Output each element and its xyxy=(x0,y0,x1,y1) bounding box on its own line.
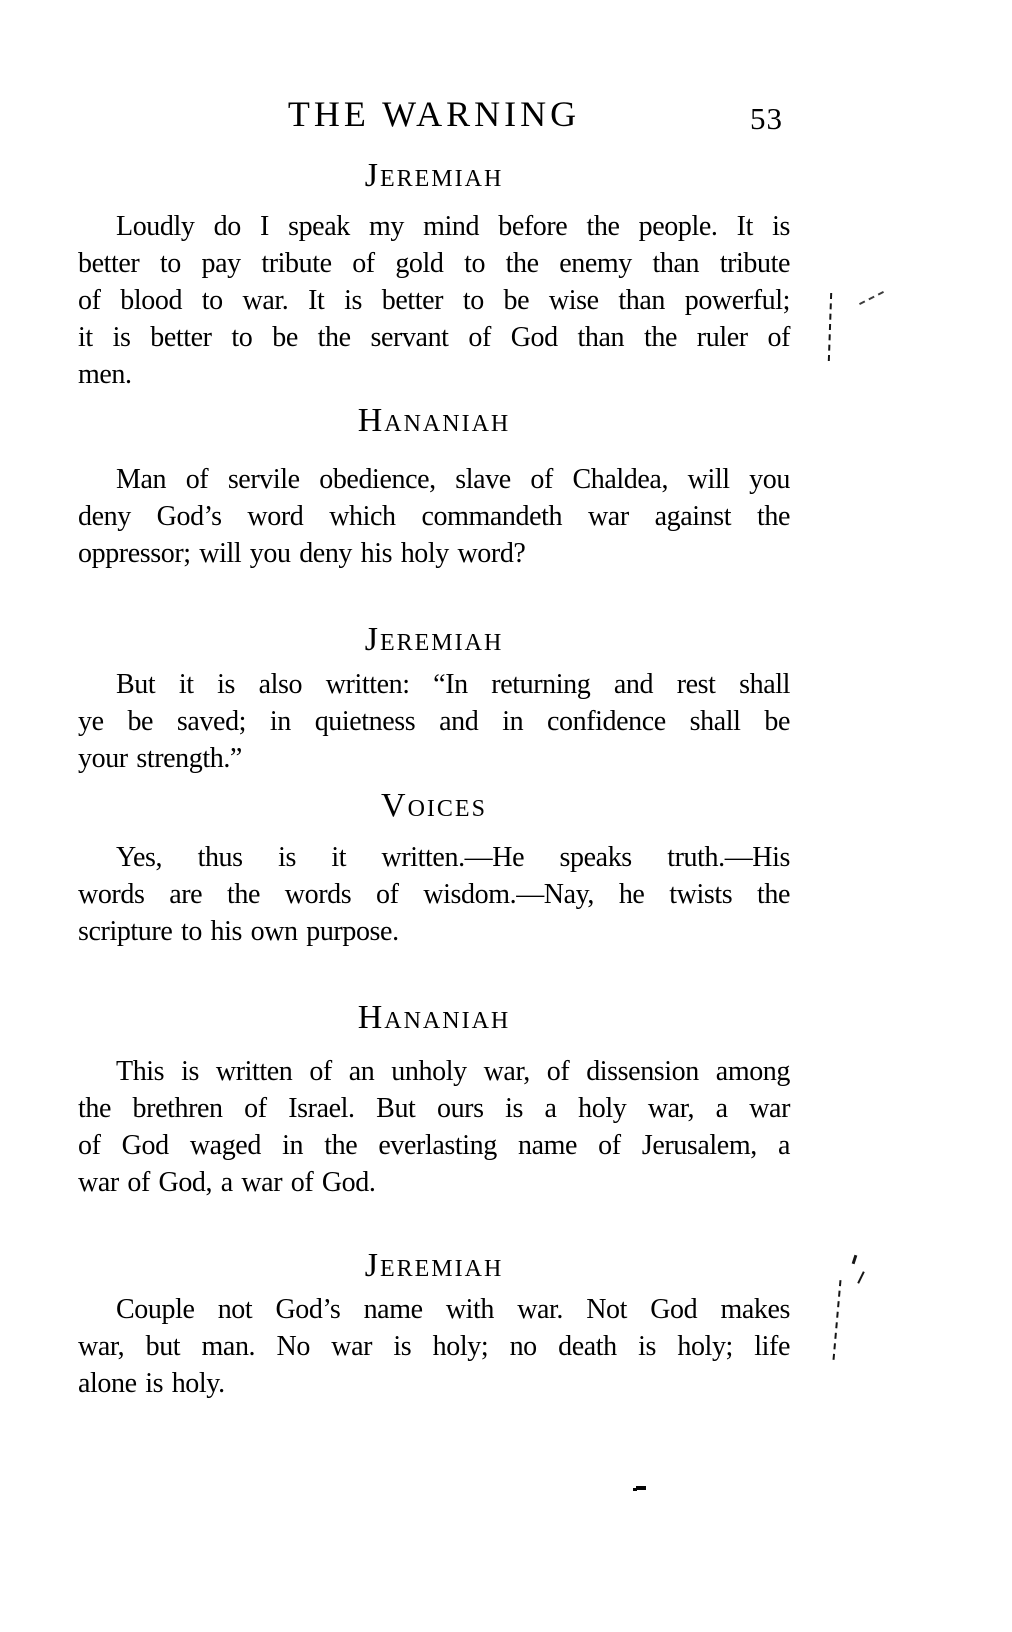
page-number: 53 xyxy=(750,101,783,136)
text-line: war of God, a war of God. xyxy=(78,1167,376,1198)
text-line: oppressor; will you deny his holy word? xyxy=(78,538,526,569)
scan-artifact-smudge xyxy=(636,1486,646,1490)
dialogue-paragraph xyxy=(78,1053,790,1201)
text-line: Couple not God’s name with war. Not God makes xyxy=(116,1294,790,1325)
text-line: men. xyxy=(78,359,132,390)
text-line: This is written of an unholy war, of dissension among xyxy=(116,1056,790,1087)
text-line: war, but man. No war is holy; no death is holy; life xyxy=(78,1331,790,1362)
text-line: Loudly do I speak my mind before the people. It is xyxy=(116,211,790,242)
text-line: scripture to his own purpose. xyxy=(78,916,399,947)
text-line: ye be saved; in quietness and in confidence shall be xyxy=(78,706,790,737)
text-line: of blood to war. It is better to be wise than powerful; xyxy=(78,285,790,316)
scan-artifact-tick xyxy=(857,1271,864,1284)
scan-artifact-scratch xyxy=(859,291,884,305)
speaker-heading: Jeremiah xyxy=(364,1247,504,1284)
text-line: the brethren of Israel. But ours is a holy war, a war xyxy=(78,1093,790,1124)
text-line: words are the words of wisdom.—Nay, he twists the xyxy=(78,879,790,910)
speaker-heading: Jeremiah xyxy=(364,157,504,194)
speaker-heading: Jeremiah xyxy=(364,621,504,658)
speaker-heading: Hananiah xyxy=(357,402,511,439)
text-line: your strength.” xyxy=(78,743,242,774)
text-line: alone is holy. xyxy=(78,1368,225,1399)
text-line: of God waged in the everlasting name of Jerusalem, a xyxy=(78,1130,790,1161)
text-line: But it is also written: “In returning and rest shall xyxy=(116,669,790,700)
dialogue-paragraph xyxy=(78,208,790,393)
dialogue-paragraph xyxy=(78,666,790,777)
page-title: THE WARNING xyxy=(287,94,581,134)
text-line: Yes, thus is it written.—He speaks truth.—His xyxy=(116,842,790,873)
scan-artifact-dashed-line xyxy=(833,1280,842,1360)
dialogue-paragraph xyxy=(78,1291,790,1402)
scan-artifact-speck xyxy=(852,1255,858,1264)
text-line: it is better to be the servant of God than the ruler of xyxy=(78,322,790,353)
dialogue-paragraph xyxy=(78,461,790,572)
speaker-heading: Hananiah xyxy=(357,999,511,1036)
text-line: better to pay tribute of gold to the enemy than tribute xyxy=(78,248,790,279)
scan-artifact-dashed-line xyxy=(828,293,832,361)
text-line: Man of servile obedience, slave of Chaldea, will you xyxy=(116,464,790,495)
text-line: deny God’s word which commandeth war against the xyxy=(78,501,790,532)
speaker-heading: Voices xyxy=(381,787,487,824)
dialogue-paragraph xyxy=(78,839,790,950)
